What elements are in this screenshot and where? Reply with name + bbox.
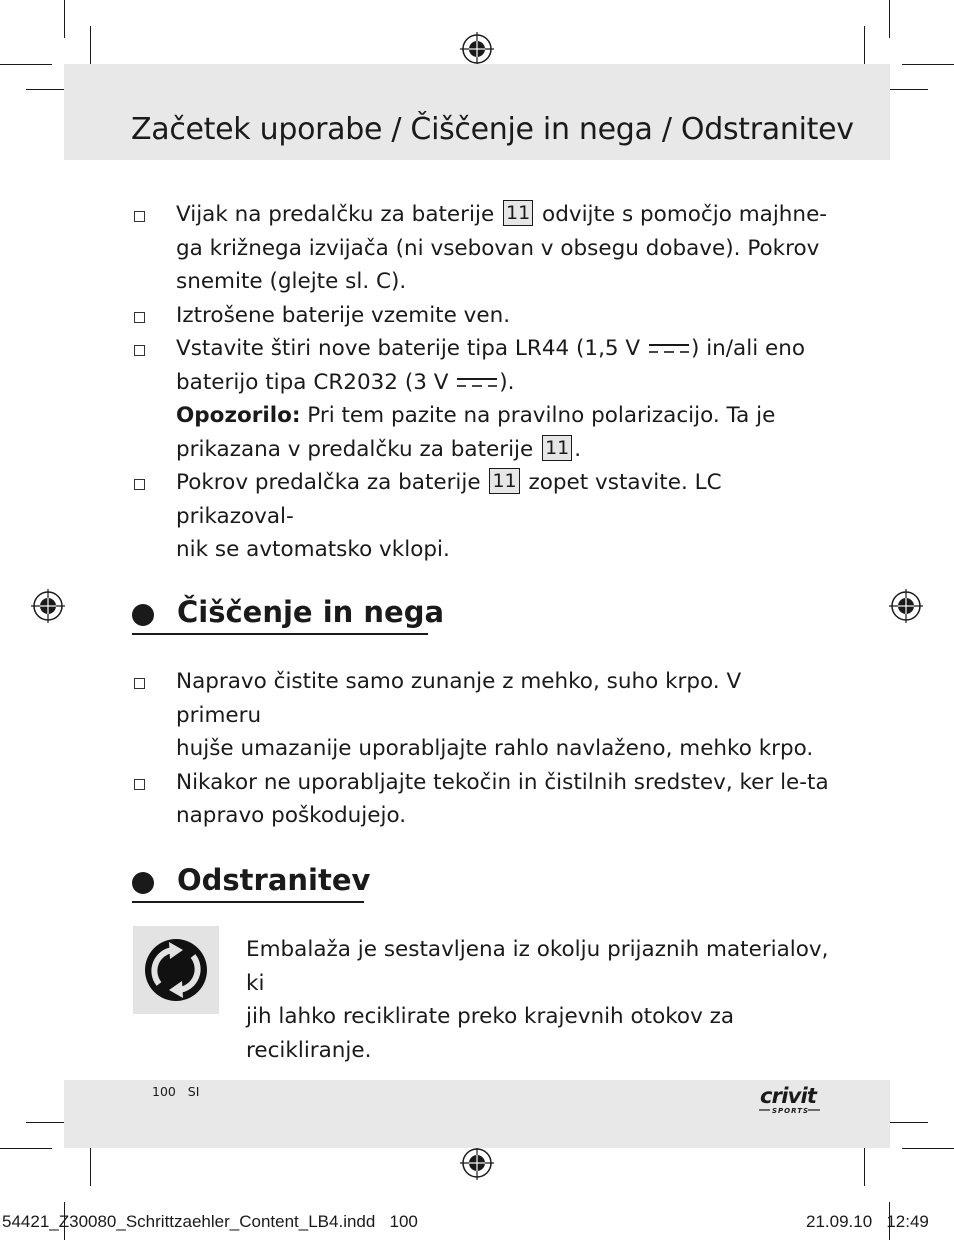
list-line: hujše umazanije uporabljajte rahlo navlaženo, mehko krpo. xyxy=(176,736,814,761)
green-dot-recycling-icon xyxy=(133,926,219,1014)
list-item xyxy=(132,299,832,333)
crop-mark xyxy=(0,1148,52,1149)
section-heading: Čiščenje in nega xyxy=(177,595,445,629)
page-title: Začetek uporabe / Čiščenje in nega / Odstranitev xyxy=(131,112,854,147)
list-line xyxy=(176,332,832,366)
crop-mark xyxy=(902,64,954,65)
direct-current-symbol-icon xyxy=(649,343,689,355)
text: ). xyxy=(499,369,515,395)
crivit-sports-logo xyxy=(758,1081,824,1117)
bullet-square-icon xyxy=(134,345,145,356)
section-bullet-icon xyxy=(132,604,154,626)
text: baterijo tipa CR2032 (3 V xyxy=(176,369,456,395)
text: odvijte s pomočjo majhne- xyxy=(535,202,828,227)
list-line: snemite (glejte sl. C). xyxy=(176,269,407,294)
crop-mark xyxy=(889,0,890,38)
list-line: nik se avtomatsko vklopi. xyxy=(176,537,450,562)
registration-mark-icon xyxy=(889,589,923,623)
list-line: Napravo čistite samo zunanje z mehko, suho krpo. V primeru xyxy=(176,669,742,728)
date-slug: 21.09.10 12:49 xyxy=(806,1212,929,1231)
reference-number: 11 xyxy=(542,435,572,461)
list-line xyxy=(176,433,832,467)
registration-mark-icon xyxy=(460,32,494,66)
list-item xyxy=(132,198,832,299)
reference-number: 11 xyxy=(489,468,519,494)
section-disposal-header xyxy=(132,863,372,905)
list-line xyxy=(176,466,832,533)
list-line: ga križnega izvijača (ni vsebovan v obsegu dobave). Pokrov xyxy=(176,235,820,261)
text: zopet vstavite. LC prikazoval- xyxy=(176,470,722,529)
list-item xyxy=(132,766,832,833)
section-heading: Odstranitev xyxy=(177,863,371,897)
file-slug: 54421_Z30080_Schrittzaehler_Content_LB4.indd 100 xyxy=(2,1212,418,1231)
text: Vstavite štiri nove baterije tipa LR44 (1,5 V xyxy=(176,336,647,361)
recycling-logo xyxy=(133,926,219,1014)
heading-underline xyxy=(132,901,364,903)
list-line xyxy=(176,198,832,232)
list-item xyxy=(132,665,832,766)
bullet-square-icon xyxy=(134,211,145,222)
text-line: jih lahko reciklirate preko krajevnih otokov za recikliranje. xyxy=(246,1004,735,1063)
logo-word: crivit xyxy=(760,1084,817,1108)
text: . xyxy=(574,436,582,462)
list-item xyxy=(132,332,832,466)
list-line: Nikakor ne uporabljajte tekočin in čistilnih sredstev, ker le-ta xyxy=(176,769,829,795)
direct-current-symbol-icon xyxy=(457,377,497,389)
list-line xyxy=(176,366,832,400)
text-line: Embalaža je sestavljena iz okolju prijaznih materialov, ki xyxy=(246,937,829,996)
list-item xyxy=(132,466,832,567)
bullet-square-icon xyxy=(134,312,145,323)
registration-mark-icon xyxy=(31,589,65,623)
bullet-square-icon xyxy=(134,479,145,490)
bullet-square-icon xyxy=(134,779,145,790)
disposal-text xyxy=(246,933,846,1067)
text: Pokrov predalčka za baterije xyxy=(176,470,488,495)
list-line: napravo poškodujejo. xyxy=(176,803,407,828)
reference-number: 11 xyxy=(503,200,533,226)
setup-list xyxy=(132,198,832,567)
bullet-square-icon xyxy=(134,678,145,689)
section-bullet-icon xyxy=(132,872,154,894)
crop-mark xyxy=(64,0,65,38)
text: Pri tem pazite na pravilno polarizacijo. Ta je xyxy=(300,403,776,428)
list-line: Iztrošene baterije vzemite ven. xyxy=(176,302,511,328)
text: Vijak na predalčku za baterije xyxy=(176,202,502,227)
cleaning-list xyxy=(132,665,832,833)
text: prikazana v predalčku za baterije xyxy=(176,436,541,462)
crop-mark xyxy=(0,64,52,65)
logo-sub: SPORTS xyxy=(772,1107,810,1115)
crop-mark xyxy=(902,1148,954,1149)
text: ) in/ali eno xyxy=(690,336,806,361)
list-line xyxy=(176,399,832,433)
heading-underline xyxy=(132,633,428,635)
warning-label: Opozorilo: xyxy=(176,403,301,428)
section-cleaning-header xyxy=(132,595,445,637)
registration-mark-icon xyxy=(460,1146,494,1180)
page-number: 100 SI xyxy=(152,1084,200,1099)
